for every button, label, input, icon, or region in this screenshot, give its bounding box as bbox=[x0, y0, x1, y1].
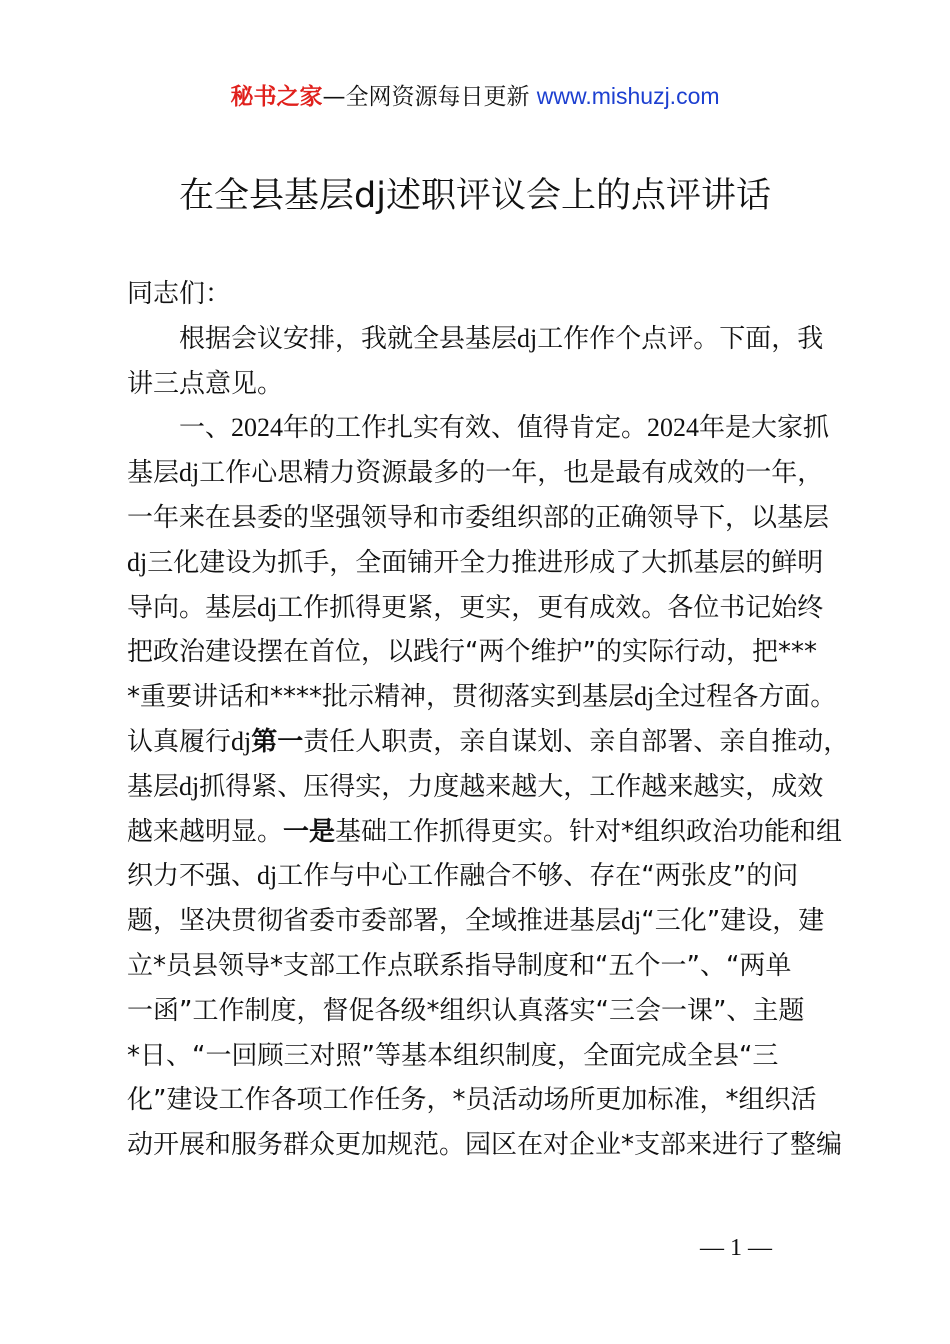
text-line bbox=[127, 406, 835, 451]
text-run: dj bbox=[257, 592, 278, 622]
text-run: “三化”建设，建 bbox=[641, 906, 825, 937]
text-run: 基层 bbox=[127, 458, 180, 489]
text-run: 工作与中心工作融合不够、存在“两张皮”的问 bbox=[277, 861, 799, 892]
text-run: 2024 bbox=[231, 413, 284, 443]
site-tagline: —全网资源每日更新 bbox=[322, 84, 530, 110]
document-title: 在全县基层dj述职评议会上的点评讲话 bbox=[179, 176, 771, 216]
text-run: 一函”工作制度，督促各级*组织认真落实“三会一课”、主题 bbox=[127, 995, 805, 1026]
text-line bbox=[127, 317, 835, 362]
site-url-link[interactable]: www.mishuzj.com bbox=[536, 83, 720, 109]
text-line bbox=[127, 1123, 843, 1168]
text-run: *重要讲话和****批示精神，贯彻落实到基层 bbox=[127, 682, 635, 713]
text-run: 一年来在县委的坚强领导和市委组织部的正确领导下，以基层 bbox=[127, 502, 830, 533]
text-run: 题，坚决贯彻省委市委部署，全域推进基层 bbox=[127, 906, 622, 937]
text-line bbox=[127, 720, 850, 765]
text-run: 工作心思精力资源最多的一年，也是最有成效的一年， bbox=[199, 458, 824, 489]
text-run: 全过程各方面。 bbox=[654, 682, 837, 713]
text-run: 基层 bbox=[127, 771, 180, 802]
bold-text-run: 一是 bbox=[283, 816, 336, 847]
text-run: 织力不强、 bbox=[127, 861, 258, 892]
text-line bbox=[127, 586, 835, 631]
text-line bbox=[127, 496, 835, 541]
text-run: dj bbox=[517, 323, 538, 353]
text-line bbox=[127, 541, 835, 586]
document-body bbox=[127, 272, 850, 1168]
text-run: dj bbox=[127, 547, 148, 577]
text-line bbox=[127, 854, 835, 899]
text-run: 导向。基层 bbox=[127, 592, 258, 623]
text-run: dj bbox=[231, 726, 252, 756]
text-line bbox=[127, 451, 835, 496]
text-run: 越来越明显。 bbox=[127, 816, 284, 847]
text-run: dj bbox=[634, 682, 655, 712]
text-run: 同志们： bbox=[127, 279, 232, 309]
site-header bbox=[0, 80, 950, 113]
text-run: 责任人职责，亲自谋划、亲自部署、亲自推动， bbox=[303, 726, 850, 757]
text-line bbox=[127, 899, 835, 944]
text-line bbox=[127, 810, 843, 855]
text-run: 认真履行 bbox=[127, 726, 232, 757]
text-line bbox=[127, 272, 835, 317]
text-line bbox=[127, 630, 835, 675]
text-line bbox=[127, 1078, 835, 1123]
text-run: 动开展和服务群众更加规范。园区在对企业*支部来进行了整编 bbox=[127, 1130, 843, 1161]
text-run: 三化建设为抓手，全面铺开全力推进形成了大抓基层的鲜明 bbox=[147, 547, 824, 578]
text-run: 化”建设工作各项工作任务，*员活动场所更加标准，*组织活 bbox=[127, 1085, 817, 1116]
site-brand: 秘书之家 bbox=[230, 84, 323, 110]
text-run: 工作抓得更紧，更实，更有成效。各位书记始终 bbox=[277, 592, 824, 623]
text-line bbox=[127, 362, 835, 407]
text-run: 2024 bbox=[647, 413, 700, 443]
text-run: 一、 bbox=[127, 413, 232, 444]
text-run: dj bbox=[179, 458, 200, 488]
text-run: 年是大家抓 bbox=[699, 413, 830, 444]
text-run: *日、“一回顾三对照”等基本组织制度，全面完成全县“三 bbox=[127, 1040, 779, 1071]
text-line bbox=[127, 675, 835, 720]
text-run: dj bbox=[621, 906, 642, 936]
text-run: 立*员县领导*支部工作点联系指导制度和“五个一”、“两单 bbox=[127, 950, 792, 981]
text-line bbox=[127, 944, 835, 989]
text-run: 把政治建设摆在首位，以践行“两个维护”的实际行动，把*** bbox=[127, 637, 817, 668]
bold-text-run: 第一 bbox=[251, 726, 304, 757]
text-run: dj bbox=[257, 861, 278, 891]
text-run: 基础工作抓得更实。针对*组织政治功能和组 bbox=[335, 816, 843, 847]
text-line bbox=[127, 1034, 835, 1079]
text-run: 根据会议安排，我就全县基层 bbox=[127, 323, 518, 354]
text-run: dj bbox=[179, 771, 200, 801]
text-line bbox=[127, 765, 835, 810]
text-run: 讲三点意见。 bbox=[127, 368, 284, 399]
text-run: 工作作个点评。下面，我 bbox=[537, 323, 824, 354]
text-run: 抓得紧、压得实，力度越来越大，工作越来越实，成效 bbox=[199, 771, 824, 802]
text-run: 年的工作扎实有效、值得肯定。 bbox=[283, 413, 648, 444]
page-number: — 1 — bbox=[700, 1235, 772, 1261]
text-line bbox=[127, 989, 835, 1034]
